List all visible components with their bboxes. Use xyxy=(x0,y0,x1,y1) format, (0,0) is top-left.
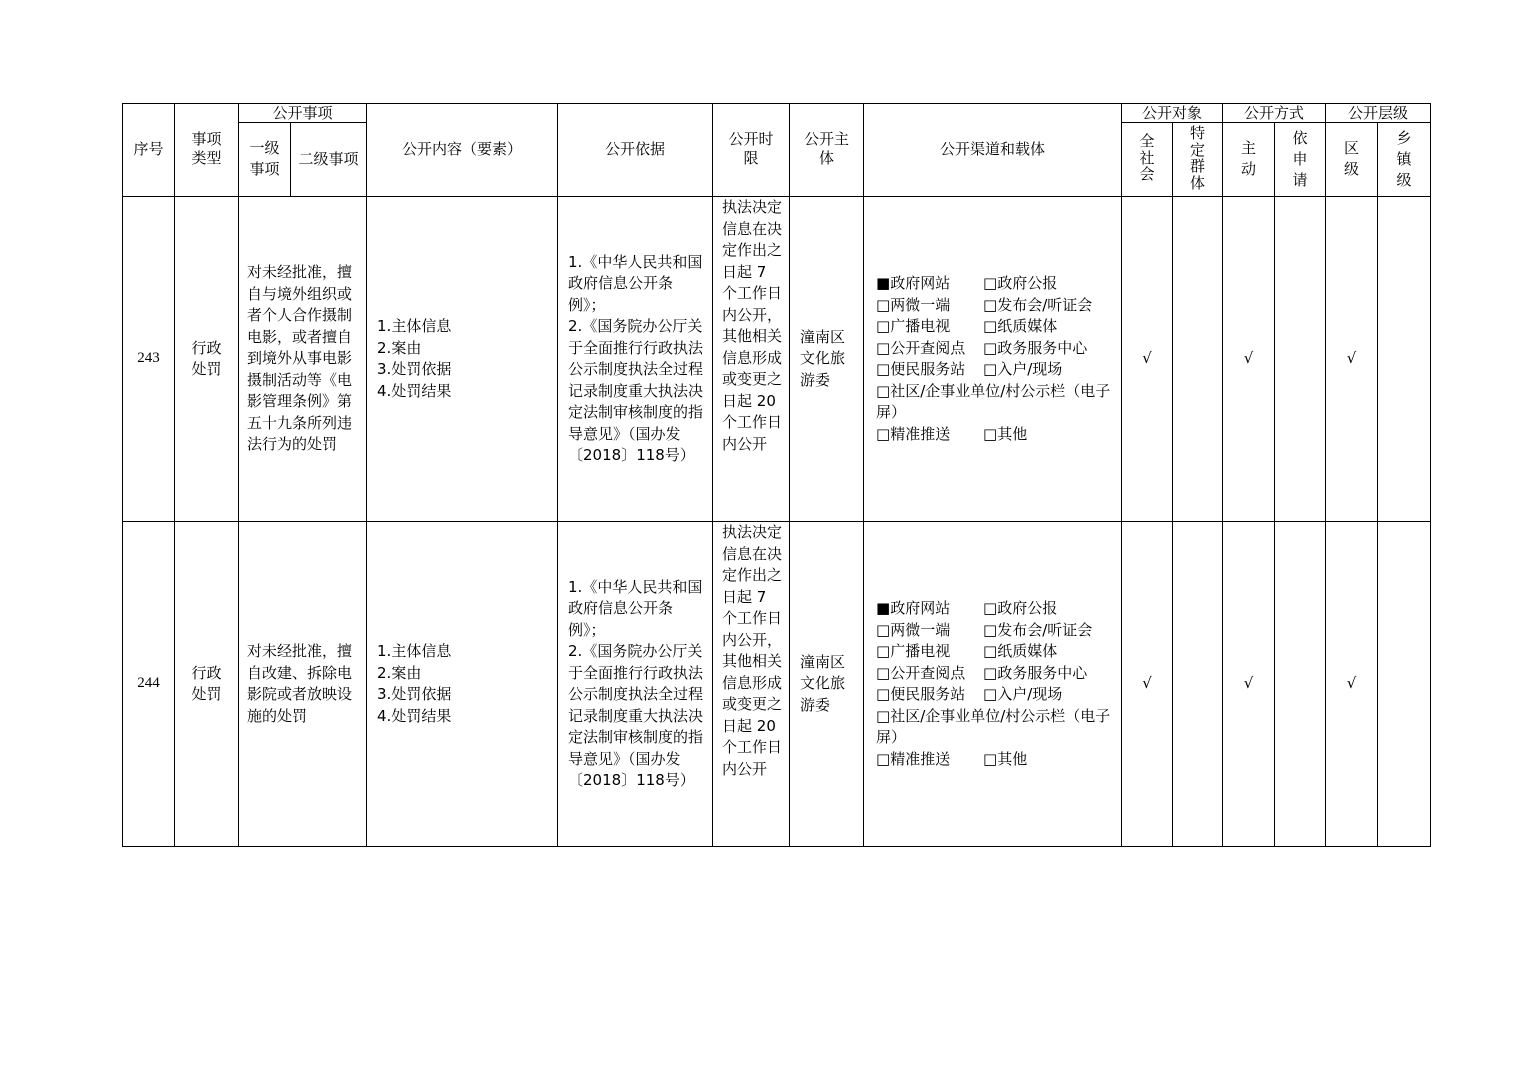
row-level-district: √ xyxy=(1326,522,1378,847)
header-items-group: 公开事项 xyxy=(239,104,367,123)
row-seq: 244 xyxy=(123,522,175,847)
channel-row: □广播电视 □纸质媒体 xyxy=(876,317,1058,335)
channel-row: ■政府网站 □政府公报 xyxy=(876,599,1058,617)
row-item: 对未经批准，擅自与境外组织或者个人合作摄制电影，或者擅自到境外从事电影摄制活动等《电影管理条例》第五十九条所列违法行为的处罚 xyxy=(239,197,367,522)
row-target-specific xyxy=(1173,197,1223,522)
basis-line: 1.《中华人民共和国政府信息公开条例》； xyxy=(568,252,703,314)
row-mode-active: √ xyxy=(1223,522,1275,847)
row-channels xyxy=(864,522,1122,847)
content-line: 1.主体信息 xyxy=(377,642,452,660)
channel-row: □精准推送 □其他 xyxy=(876,749,1028,768)
row-type: 行政处罚 xyxy=(175,197,239,522)
content-line: 4.处罚结果 xyxy=(377,381,452,400)
channel-row: □便民服务站 □入户/现场 xyxy=(876,360,1063,378)
row-target-all: √ xyxy=(1122,522,1173,847)
header-level2: 二级事项 xyxy=(291,123,367,197)
header-level-group: 公开层级 xyxy=(1326,104,1431,123)
header-seq: 序号 xyxy=(123,104,175,197)
content-line: 2.案由 xyxy=(377,663,422,682)
row-type: 行政处罚 xyxy=(175,522,239,847)
header-type: 事项类型 xyxy=(175,104,239,197)
table-row xyxy=(123,522,1431,847)
header-content: 公开内容（要素） xyxy=(367,104,558,197)
header-basis: 公开依据 xyxy=(558,104,713,197)
basis-line: 1.《中华人民共和国政府信息公开条例》； xyxy=(568,577,703,639)
basis-line: 2.《国务院办公厅关于全面推行行政执法公示制度执法全过程记录制度重大执法决定法制审核制度的指导意见》（国办发〔2018〕118号） xyxy=(568,317,704,464)
row-basis xyxy=(558,197,713,522)
channel-row: □两微一端 □发布会/听证会 xyxy=(876,295,1093,314)
row-target-all: √ xyxy=(1122,197,1173,522)
header-level-district: 区级 xyxy=(1326,123,1378,197)
table-row xyxy=(123,197,1431,522)
header-mode-active: 主动 xyxy=(1223,123,1275,197)
channel-row: □广播电视 □纸质媒体 xyxy=(876,642,1058,660)
row-channels xyxy=(864,197,1122,522)
content-line: 3.处罚依据 xyxy=(377,360,452,378)
content-line: 4.处罚结果 xyxy=(377,706,452,725)
header-target-group: 公开对象 xyxy=(1122,104,1223,123)
channel-row: □社区/企事业单位/村公示栏（电子屏） xyxy=(876,381,1111,421)
row-seq: 243 xyxy=(123,197,175,522)
row-content xyxy=(367,197,558,522)
row-level-town xyxy=(1378,522,1431,847)
row-mode-request xyxy=(1275,197,1326,522)
header-mode-group: 公开方式 xyxy=(1223,104,1326,123)
row-basis xyxy=(558,522,713,847)
header-target-all: 全社会 xyxy=(1122,123,1173,197)
row-subject: 潼南区文化旅游委 xyxy=(790,197,864,522)
row-level-town xyxy=(1378,197,1431,522)
channel-row: □公开查阅点 □政务服务中心 xyxy=(876,663,1088,682)
channel-row: ■政府网站 □政府公报 xyxy=(876,274,1058,292)
header-target-specific: 特定群体 xyxy=(1173,123,1223,197)
content-line: 3.处罚依据 xyxy=(377,685,452,703)
row-time-limit: 执法决定信息在决定作出之日起 7 个工作日内公开，其他相关信息形成或变更之日起 20 个工作日内公开 xyxy=(713,522,790,847)
channel-row: □便民服务站 □入户/现场 xyxy=(876,685,1063,703)
header-level1: 一级事项 xyxy=(239,123,291,197)
row-target-specific xyxy=(1173,522,1223,847)
channel-row: □社区/企事业单位/村公示栏（电子屏） xyxy=(876,706,1111,746)
row-level-district: √ xyxy=(1326,197,1378,522)
content-line: 1.主体信息 xyxy=(377,317,452,335)
row-subject: 潼南区文化旅游委 xyxy=(790,522,864,847)
header-channel: 公开渠道和载体 xyxy=(864,104,1122,197)
header-subject: 公开主体 xyxy=(790,104,864,197)
row-mode-active: √ xyxy=(1223,197,1275,522)
row-mode-request xyxy=(1275,522,1326,847)
header-level-town: 乡镇级 xyxy=(1378,123,1431,197)
content-line: 2.案由 xyxy=(377,338,422,357)
channel-row: □两微一端 □发布会/听证会 xyxy=(876,620,1093,639)
row-content xyxy=(367,522,558,847)
header-time-limit: 公开时限 xyxy=(713,104,790,197)
basis-line: 2.《国务院办公厅关于全面推行行政执法公示制度执法全过程记录制度重大执法决定法制审核制度的指导意见》（国办发〔2018〕118号） xyxy=(568,642,704,789)
disclosure-table xyxy=(122,103,1431,847)
channel-row: □公开查阅点 □政务服务中心 xyxy=(876,338,1088,357)
channel-row: □精准推送 □其他 xyxy=(876,424,1028,443)
row-item: 对未经批准，擅自改建、拆除电影院或者放映设施的处罚 xyxy=(239,522,367,847)
row-time-limit: 执法决定信息在决定作出之日起 7 个工作日内公开，其他相关信息形成或变更之日起 20 个工作日内公开 xyxy=(713,197,790,522)
header-mode-request: 依申请 xyxy=(1275,123,1326,197)
